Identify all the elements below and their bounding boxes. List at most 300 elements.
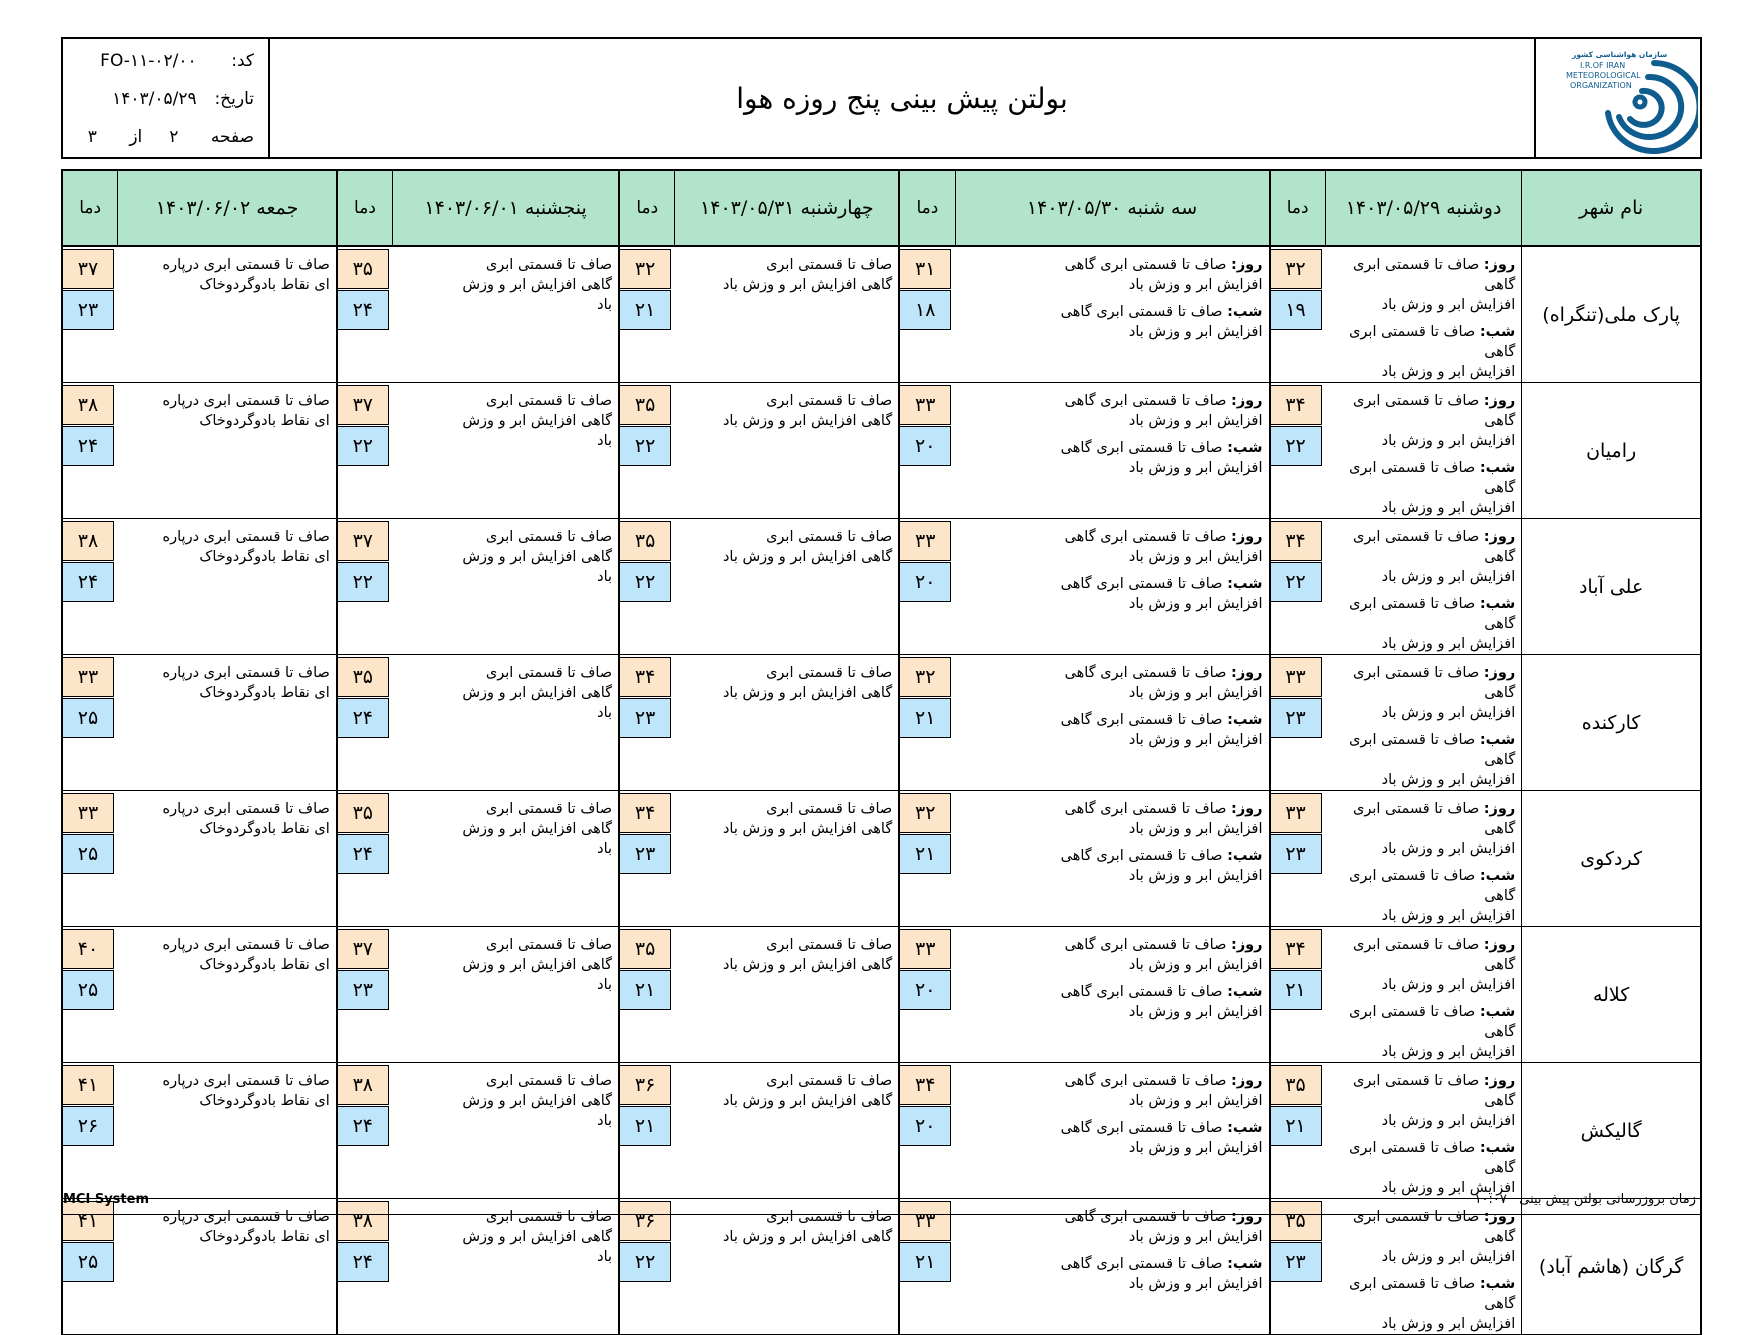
max-temp: ۳۷ — [63, 249, 114, 289]
day-header-3: چهارشنبه ۱۴۰۳/۰۵/۳۱ — [675, 170, 899, 246]
spacer — [961, 703, 1262, 710]
desc-text: افزایش ابر و وزش باد — [1381, 908, 1516, 924]
desc-text: افزایش ابر و وزش باد — [1381, 772, 1516, 788]
desc-text: صاف تا قسمتی ابری درپاره — [162, 801, 330, 817]
min-temp: ۲۴ — [338, 698, 389, 738]
desc-line — [681, 799, 892, 819]
desc-text: افزایش ابر و وزش باد — [1381, 1044, 1516, 1060]
day-prefix: روز: — [1483, 1209, 1516, 1225]
desc-line — [1331, 1274, 1515, 1314]
system-name: MCI System — [63, 1192, 149, 1207]
forecast-description-day-4 — [393, 1063, 619, 1199]
temperature-cell-day-1 — [1270, 246, 1326, 383]
day-header-2: سه شنبه ۱۴۰۳/۰۵/۳۰ — [955, 170, 1269, 246]
desc-text: صاف تا قسمتی ابری گاهی — [1060, 1120, 1223, 1136]
min-temp: ۲۲ — [620, 426, 671, 466]
min-temp: ۲۳ — [1271, 1242, 1322, 1282]
temperature-cell-day-4 — [337, 519, 393, 655]
max-temp: ۳۷ — [338, 929, 389, 969]
date-label: تاریخ: — [214, 89, 254, 109]
desc-text: صاف تا قسمتی ابری گاهی — [1352, 937, 1516, 973]
table-row — [62, 1063, 1701, 1199]
max-temp: ۳۴ — [1271, 929, 1322, 969]
min-temp: ۲۲ — [620, 562, 671, 602]
desc-line — [399, 819, 612, 839]
spacer — [961, 1111, 1262, 1118]
desc-text: افزایش ابر و وزش باد — [1381, 1180, 1516, 1196]
desc-line — [399, 411, 612, 431]
temperature-cell-day-5 — [62, 1063, 118, 1199]
min-temp: ۲۲ — [1271, 562, 1322, 602]
max-temp: ۳۳ — [1271, 657, 1322, 697]
temperature-cell-day-5 — [62, 519, 118, 655]
desc-line — [961, 391, 1262, 411]
desc-text: صاف تا قسمتی ابری — [766, 393, 893, 409]
spacer — [961, 431, 1262, 438]
desc-line — [1331, 906, 1515, 926]
desc-text: افزایش ابر و وزش باد — [1381, 1113, 1516, 1129]
desc-line — [399, 1227, 612, 1247]
max-temp: ۳۳ — [63, 657, 114, 697]
desc-text: صاف تا قسمتی ابری گاهی — [1349, 324, 1516, 360]
min-temp: ۲۵ — [63, 1242, 114, 1282]
desc-text: گاهی افزایش ابر و وزش — [462, 685, 613, 701]
table-row — [62, 655, 1701, 791]
temperature-cell-day-1 — [1270, 1063, 1326, 1199]
min-temp: ۲۲ — [338, 426, 389, 466]
min-temp: ۲۳ — [63, 290, 114, 330]
day-prefix: روز: — [1231, 801, 1263, 817]
night-prefix: شب: — [1479, 868, 1516, 884]
desc-text: افزایش ابر و وزش باد — [1128, 1276, 1263, 1292]
desc-line — [1331, 663, 1515, 703]
page-total: ۳ — [87, 127, 97, 147]
desc-text: باد — [597, 841, 613, 857]
desc-line — [961, 411, 1262, 431]
desc-line — [1331, 839, 1515, 859]
forecast-description-day-1 — [1325, 655, 1521, 791]
temperature-cell-day-4 — [337, 383, 393, 519]
forecast-description-day-2 — [955, 1063, 1269, 1199]
max-temp: ۳۴ — [1271, 385, 1322, 425]
desc-text: گاهی افزایش ابر و وزش باد — [722, 1229, 893, 1245]
city-column-header: نام شهر — [1522, 170, 1701, 246]
max-temp: ۳۵ — [620, 521, 671, 561]
forecast-description-day-2 — [955, 246, 1269, 383]
desc-text: افزایش ابر و وزش باد — [1381, 636, 1516, 652]
temperature-cell-day-3 — [619, 383, 675, 519]
desc-text: گاهی افزایش ابر و وزش باد — [722, 413, 893, 429]
desc-text: گاهی افزایش ابر و وزش — [462, 1229, 613, 1245]
forecast-description-day-1 — [1325, 1199, 1521, 1335]
desc-text: گاهی افزایش ابر و وزش — [462, 549, 613, 565]
night-prefix: شب: — [1227, 576, 1263, 592]
desc-text: صاف تا قسمتی ابری گاهی — [1349, 1276, 1516, 1312]
city-name: رامیان — [1522, 383, 1701, 519]
forecast-description-day-4 — [393, 246, 619, 383]
desc-line — [1331, 703, 1515, 723]
spacer — [961, 1247, 1262, 1254]
max-temp: ۳۸ — [338, 1201, 389, 1241]
city-name: کردکوی — [1522, 791, 1701, 927]
desc-line — [124, 255, 330, 275]
day-prefix: روز: — [1483, 801, 1516, 817]
forecast-description-day-3 — [675, 927, 899, 1063]
night-prefix: شب: — [1227, 848, 1263, 864]
forecast-description-day-1 — [1325, 519, 1521, 655]
night-prefix: شب: — [1479, 596, 1516, 612]
desc-line — [961, 458, 1262, 478]
desc-line — [124, 683, 330, 703]
desc-text: صاف تا قسمتی ابری — [766, 665, 893, 681]
desc-text: صاف تا قسمتی ابری گاهی — [1352, 257, 1516, 293]
desc-line — [399, 431, 612, 451]
min-temp: ۲۵ — [63, 970, 114, 1010]
desc-text: صاف تا قسمتی ابری گاهی — [1352, 665, 1516, 701]
desc-line — [399, 547, 612, 567]
day-prefix: روز: — [1483, 393, 1516, 409]
desc-text: افزایش ابر و وزش باد — [1128, 1093, 1263, 1109]
desc-line — [961, 527, 1262, 547]
desc-line — [961, 275, 1262, 295]
desc-text: صاف تا قسمتی ابری گاهی — [1060, 984, 1223, 1000]
code-row — [64, 51, 254, 71]
desc-text: صاف تا قسمتی ابری درپاره — [162, 393, 330, 409]
min-temp: ۲۳ — [1271, 698, 1322, 738]
max-temp: ۳۷ — [338, 385, 389, 425]
desc-text: صاف تا قسمتی ابری — [485, 1073, 613, 1089]
min-temp: ۲۴ — [338, 290, 389, 330]
desc-text: افزایش ابر و وزش باد — [1381, 297, 1516, 313]
desc-line — [961, 1227, 1262, 1247]
temperature-cell-day-3 — [619, 1199, 675, 1335]
temperature-cell-day-1 — [1270, 519, 1326, 655]
desc-text: افزایش ابر و وزش باد — [1128, 957, 1263, 973]
spacer — [961, 295, 1262, 302]
desc-line — [961, 1138, 1262, 1158]
desc-text: صاف تا قسمتی ابری گاهی — [1064, 801, 1227, 817]
desc-line — [399, 1111, 612, 1131]
update-label: زمان بروزرسانی بولتن پیش بینی — [1519, 1192, 1696, 1207]
night-prefix: شب: — [1479, 1276, 1516, 1292]
desc-line — [399, 295, 612, 315]
desc-line — [399, 703, 612, 723]
temperature-cell-day-3 — [619, 655, 675, 791]
desc-line — [1331, 975, 1515, 995]
desc-text: افزایش ابر و وزش باد — [1128, 549, 1263, 565]
desc-line — [1331, 799, 1515, 839]
desc-text: گاهی افزایش ابر و وزش — [462, 957, 613, 973]
desc-line — [961, 1118, 1262, 1138]
desc-line — [399, 955, 612, 975]
desc-line — [961, 594, 1262, 614]
temperature-cell-day-3 — [619, 927, 675, 1063]
temperature-cell-day-1 — [1270, 791, 1326, 927]
min-temp: ۲۱ — [1271, 1106, 1322, 1146]
temperature-cell-day-3 — [619, 246, 675, 383]
desc-line — [1331, 866, 1515, 906]
forecast-description-day-5 — [118, 519, 337, 655]
forecast-rows — [62, 246, 1701, 1335]
desc-line — [1331, 391, 1515, 431]
day-header-4: پنجشنبه ۱۴۰۳/۰۶/۰۱ — [393, 170, 619, 246]
desc-line — [124, 1071, 330, 1091]
desc-text: باد — [597, 705, 613, 721]
spacer — [961, 839, 1262, 846]
max-temp: ۳۸ — [338, 1065, 389, 1105]
temperature-cell-day-2 — [899, 246, 955, 383]
day-prefix: روز: — [1231, 665, 1263, 681]
forecast-description-day-1 — [1325, 1063, 1521, 1199]
desc-line — [124, 799, 330, 819]
desc-text: صاف تا قسمتی ابری گاهی — [1349, 732, 1516, 768]
max-temp: ۳۴ — [620, 657, 671, 697]
day-header-1: دوشنبه ۱۴۰۳/۰۵/۲۹ — [1325, 170, 1521, 246]
min-temp: ۲۴ — [338, 1242, 389, 1282]
temperature-cell-day-3 — [619, 1063, 675, 1199]
night-prefix: شب: — [1227, 1256, 1263, 1272]
max-temp: ۳۲ — [900, 793, 951, 833]
desc-text: افزایش ابر و وزش باد — [1128, 460, 1263, 476]
desc-line — [1331, 1247, 1515, 1267]
desc-line — [1331, 770, 1515, 790]
desc-text: صاف تا قسمتی ابری گاهی — [1349, 1140, 1516, 1176]
temp-header-5: دما — [62, 170, 118, 246]
desc-line — [399, 1247, 612, 1267]
forecast-description-day-3 — [675, 519, 899, 655]
desc-line — [961, 710, 1262, 730]
date-row — [64, 89, 254, 109]
desc-line — [399, 799, 612, 819]
max-temp: ۴۰ — [63, 929, 114, 969]
desc-text: گاهی افزایش ابر و وزش — [462, 277, 613, 293]
page-label: صفحه — [210, 127, 254, 147]
desc-text: صاف تا قسمتی ابری — [766, 1073, 893, 1089]
desc-line — [1331, 567, 1515, 587]
temperature-cell-day-4 — [337, 246, 393, 383]
desc-line — [124, 663, 330, 683]
forecast-description-day-2 — [955, 791, 1269, 927]
forecast-description-day-1 — [1325, 246, 1521, 383]
desc-line — [124, 1227, 330, 1247]
code-label: کد: — [231, 51, 254, 71]
night-prefix: شب: — [1479, 1004, 1516, 1020]
temperature-cell-day-4 — [337, 655, 393, 791]
desc-line — [399, 567, 612, 587]
max-temp: ۳۶ — [620, 1201, 671, 1241]
spacer — [1331, 1131, 1515, 1138]
desc-text: گاهی افزایش ابر و وزش باد — [722, 957, 893, 973]
document-meta — [63, 39, 270, 157]
city-name: علی آباد — [1522, 519, 1701, 655]
desc-text: صاف تا قسمتی ابری گاهی — [1060, 712, 1223, 728]
table-header-row — [62, 170, 1701, 246]
desc-text: گاهی افزایش ابر و وزش — [462, 1093, 613, 1109]
desc-line — [124, 1091, 330, 1111]
spacer — [1331, 451, 1515, 458]
desc-line — [681, 683, 892, 703]
desc-text: ای نقاط بادوگردوخاک — [199, 277, 330, 293]
desc-line — [399, 275, 612, 295]
desc-text: صاف تا قسمتی ابری گاهی — [1064, 529, 1227, 545]
desc-text: گاهی افزایش ابر و وزش باد — [722, 1093, 893, 1109]
desc-text: صاف تا قسمتی ابری گاهی — [1060, 440, 1223, 456]
temp-header-1: دما — [1270, 170, 1326, 246]
desc-text: گاهی افزایش ابر و وزش باد — [722, 685, 893, 701]
forecast-table — [61, 169, 1702, 1335]
desc-text: صاف تا قسمتی ابری گاهی — [1060, 576, 1223, 592]
table-row — [62, 791, 1701, 927]
temperature-cell-day-5 — [62, 383, 118, 519]
spacer — [961, 567, 1262, 574]
desc-text: باد — [597, 569, 613, 585]
min-temp: ۱۹ — [1271, 290, 1322, 330]
temperature-cell-day-2 — [899, 1199, 955, 1335]
desc-line — [1331, 1138, 1515, 1178]
desc-text: صاف تا قسمتی ابری گاهی — [1064, 393, 1227, 409]
forecast-description-day-3 — [675, 1199, 899, 1335]
desc-text: باد — [597, 977, 613, 993]
desc-text: صاف تا قسمتی ابری — [485, 665, 613, 681]
desc-text: صاف تا قسمتی ابری — [485, 1209, 613, 1225]
desc-line — [961, 935, 1262, 955]
min-temp: ۲۰ — [900, 426, 951, 466]
max-temp: ۴۱ — [63, 1201, 114, 1241]
desc-line — [681, 1091, 892, 1111]
min-temp: ۲۲ — [1271, 426, 1322, 466]
desc-line — [124, 547, 330, 567]
desc-text: گاهی افزایش ابر و وزش باد — [722, 277, 893, 293]
desc-text: صاف تا قسمتی ابری گاهی — [1064, 257, 1227, 273]
desc-line — [399, 935, 612, 955]
desc-text: باد — [597, 297, 613, 313]
forecast-description-day-5 — [118, 927, 337, 1063]
desc-line — [961, 547, 1262, 567]
min-temp: ۱۸ — [900, 290, 951, 330]
min-temp: ۲۱ — [620, 970, 671, 1010]
max-temp: ۳۸ — [63, 521, 114, 561]
desc-text: افزایش ابر و وزش باد — [1128, 1140, 1263, 1156]
table-row — [62, 246, 1701, 383]
temperature-cell-day-1 — [1270, 655, 1326, 791]
min-temp: ۲۴ — [63, 562, 114, 602]
max-temp: ۳۲ — [1271, 249, 1322, 289]
desc-text: افزایش ابر و وزش باد — [1128, 1004, 1263, 1020]
forecast-description-day-2 — [955, 1199, 1269, 1335]
day-prefix: روز: — [1483, 529, 1516, 545]
desc-line — [399, 683, 612, 703]
desc-line — [1331, 1314, 1515, 1334]
forecast-description-day-5 — [118, 383, 337, 519]
desc-line — [961, 255, 1262, 275]
desc-text: صاف تا قسمتی ابری گاهی — [1349, 460, 1516, 496]
update-time-note — [1475, 1192, 1696, 1207]
desc-line — [1331, 730, 1515, 770]
desc-text: ای نقاط بادوگردوخاک — [199, 1229, 330, 1245]
max-temp: ۳۷ — [338, 521, 389, 561]
desc-text: صاف تا قسمتی ابری گاهی — [1352, 529, 1516, 565]
desc-text: صاف تا قسمتی ابری گاهی — [1352, 1073, 1516, 1109]
day-prefix: روز: — [1231, 1073, 1263, 1089]
desc-line — [1331, 1111, 1515, 1131]
desc-text: ای نقاط بادوگردوخاک — [199, 1093, 330, 1109]
desc-line — [399, 839, 612, 859]
desc-line — [1331, 1002, 1515, 1042]
day-prefix: روز: — [1231, 1209, 1263, 1225]
min-temp: ۲۵ — [63, 698, 114, 738]
desc-text: صاف تا قسمتی ابری — [766, 257, 893, 273]
forecast-description-day-2 — [955, 519, 1269, 655]
desc-text: صاف تا قسمتی ابری — [485, 801, 613, 817]
max-temp: ۴۱ — [63, 1065, 114, 1105]
forecast-description-day-5 — [118, 1063, 337, 1199]
min-temp: ۲۲ — [338, 562, 389, 602]
desc-text: افزایش ابر و وزش باد — [1381, 569, 1516, 585]
max-temp: ۳۳ — [63, 793, 114, 833]
desc-line — [961, 1002, 1262, 1022]
desc-text: افزایش ابر و وزش باد — [1381, 364, 1516, 380]
desc-line — [961, 846, 1262, 866]
desc-line — [1331, 431, 1515, 451]
temperature-cell-day-4 — [337, 791, 393, 927]
city-name: پارک ملی(تنگراه) — [1522, 246, 1701, 383]
desc-text: صاف تا قسمتی ابری درپاره — [162, 257, 330, 273]
forecast-description-day-1 — [1325, 927, 1521, 1063]
max-temp: ۳۳ — [900, 1201, 951, 1241]
desc-line — [1331, 322, 1515, 362]
desc-text: صاف تا قسمتی ابری درپاره — [162, 529, 330, 545]
forecast-description-day-2 — [955, 655, 1269, 791]
forecast-description-day-1 — [1325, 383, 1521, 519]
table-row — [62, 927, 1701, 1063]
desc-line — [1331, 935, 1515, 975]
desc-line — [961, 799, 1262, 819]
temperature-cell-day-5 — [62, 246, 118, 383]
max-temp: ۳۸ — [63, 385, 114, 425]
night-prefix: شب: — [1479, 732, 1516, 748]
desc-text: گاهی افزایش ابر و وزش — [462, 413, 613, 429]
temperature-cell-day-5 — [62, 791, 118, 927]
desc-text: صاف تا قسمتی ابری — [766, 937, 893, 953]
desc-text: افزایش ابر و وزش باد — [1381, 977, 1516, 993]
spacer — [961, 975, 1262, 982]
forecast-description-day-5 — [118, 791, 337, 927]
desc-text: صاف تا قسمتی ابری درپاره — [162, 937, 330, 953]
temperature-cell-day-2 — [899, 383, 955, 519]
desc-text: صاف تا قسمتی ابری — [485, 257, 613, 273]
desc-line — [1331, 362, 1515, 382]
desc-text: صاف تا قسمتی ابری درپاره — [162, 665, 330, 681]
max-temp: ۳۵ — [620, 929, 671, 969]
spacer — [1331, 995, 1515, 1002]
temperature-cell-day-2 — [899, 791, 955, 927]
night-prefix: شب: — [1479, 1140, 1516, 1156]
desc-text: باد — [597, 1113, 613, 1129]
min-temp: ۲۱ — [900, 1242, 951, 1282]
desc-text: صاف تا قسمتی ابری گاهی — [1349, 1004, 1516, 1040]
min-temp: ۲۱ — [900, 698, 951, 738]
desc-text: افزایش ابر و وزش باد — [1381, 1316, 1516, 1332]
spacer — [1331, 723, 1515, 730]
max-temp: ۳۵ — [338, 657, 389, 697]
desc-text: باد — [597, 1249, 613, 1265]
max-temp: ۳۳ — [900, 521, 951, 561]
page-row — [64, 127, 254, 147]
min-temp: ۲۱ — [900, 834, 951, 874]
forecast-description-day-4 — [393, 383, 619, 519]
max-temp: ۳۱ — [900, 249, 951, 289]
desc-line — [1331, 255, 1515, 295]
